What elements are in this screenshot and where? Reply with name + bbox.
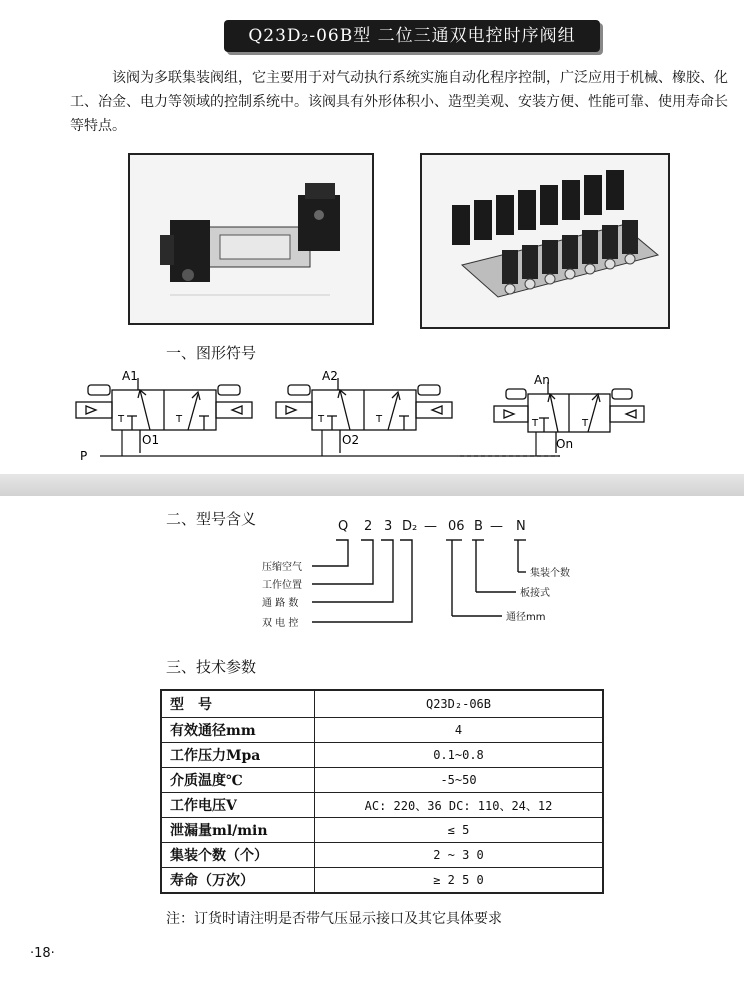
spec-row	[161, 868, 603, 894]
port-label-a1: A1	[122, 369, 138, 383]
spec-row-model	[161, 690, 603, 718]
valve-symbol-2	[276, 378, 452, 453]
spec-row	[161, 743, 603, 768]
spec-table	[160, 689, 604, 894]
code-part-dash-1: —	[424, 519, 437, 534]
code-part-n: N	[516, 519, 526, 534]
meaning-double-solenoid: 双 电 控	[262, 618, 299, 629]
spec-value: 0.1~0.8	[315, 743, 604, 768]
meaning-bore-mm: 通径mm	[506, 612, 546, 623]
spec-row	[161, 718, 603, 743]
meaning-compressed-air: 压缩空气	[262, 562, 302, 573]
port-label-t-2b: T	[376, 414, 383, 425]
port-label-p: P	[80, 449, 88, 463]
product-photo-valve-manifold	[420, 153, 670, 329]
port-label-o2: O2	[342, 433, 360, 447]
single-valve-illustration	[130, 155, 372, 323]
spec-label: 型 号	[161, 690, 315, 718]
meaning-port-count: 通 路 数	[262, 598, 299, 609]
spec-value: 4	[315, 718, 604, 743]
spec-value: ≥ 2 5 0	[315, 868, 604, 894]
meaning-working-position: 工作位置	[262, 580, 302, 591]
spec-row	[161, 793, 603, 818]
spec-row	[161, 843, 603, 868]
intro-paragraph: 该阀为多联集装阀组，它主要用于对气动执行系统实施自动化程序控制，广泛应用于机械、橡胶、化工、冶金、电力等领域的控制系统中。该阀具有外形体积小、造型美观、安装方便、性能可靠、使用寿命长等特点。	[70, 70, 728, 134]
order-note: 注：订货时请注明是否带气压显示接口及其它具体要求	[166, 911, 502, 927]
port-label-a2: A2	[322, 369, 338, 383]
spec-label: 寿命（万次）	[161, 868, 315, 894]
code-part-b: B	[474, 519, 483, 534]
spec-label: 介质温度℃	[161, 768, 315, 793]
code-part-q: Q	[338, 519, 349, 534]
section-heading-symbol: 一、图形符号	[166, 344, 257, 362]
port-label-on: On	[556, 437, 574, 451]
port-label-o1: O1	[142, 433, 160, 447]
spec-value: -5~50	[315, 768, 604, 793]
spec-value: Q23D₂-06B	[315, 690, 604, 718]
spec-label: 有效通径mm	[161, 718, 315, 743]
page-number: ·18·	[30, 946, 55, 961]
code-part-d2: D₂	[402, 519, 418, 534]
code-part-06: 06	[448, 519, 465, 534]
page-title: Q23D₂-06B型 二位三通双电控时序阀组	[224, 20, 600, 52]
divider-band	[0, 474, 744, 496]
code-part-2: 2	[364, 519, 373, 534]
spec-value: AC: 220、36 DC: 110、24、12	[315, 793, 604, 818]
meaning-plate-mount: 板接式	[520, 588, 550, 599]
port-label-an: An	[534, 373, 550, 387]
spec-label: 工作压力Mpa	[161, 743, 315, 768]
product-photo-single-valve	[128, 153, 374, 325]
valve-manifold-illustration	[422, 155, 668, 327]
valve-symbol-1	[76, 378, 252, 453]
spec-label: 集装个数（个）	[161, 843, 315, 868]
code-part-dash-2: —	[490, 519, 503, 534]
code-part-3: 3	[384, 519, 393, 534]
spec-value: 2 ~ 3 0	[315, 843, 604, 868]
port-label-t-1a: T	[118, 414, 125, 425]
port-label-t-2a: T	[318, 414, 325, 425]
section-heading-tech: 三、技术参数	[166, 658, 257, 676]
model-code-diagram	[220, 512, 640, 642]
spec-label: 工作电压V	[161, 793, 315, 818]
pneumatic-symbol-diagram	[0, 360, 744, 475]
spec-row	[161, 818, 603, 843]
spec-row	[161, 768, 603, 793]
port-label-t-nb: T	[582, 418, 589, 429]
port-label-t-1b: T	[176, 414, 183, 425]
port-label-t-na: T	[532, 418, 539, 429]
section-heading-model: 二、型号含义	[166, 510, 257, 528]
spec-value: ≤ 5	[315, 818, 604, 843]
meaning-manifold-count: 集装个数	[530, 568, 570, 579]
spec-label: 泄漏量ml/min	[161, 818, 315, 843]
